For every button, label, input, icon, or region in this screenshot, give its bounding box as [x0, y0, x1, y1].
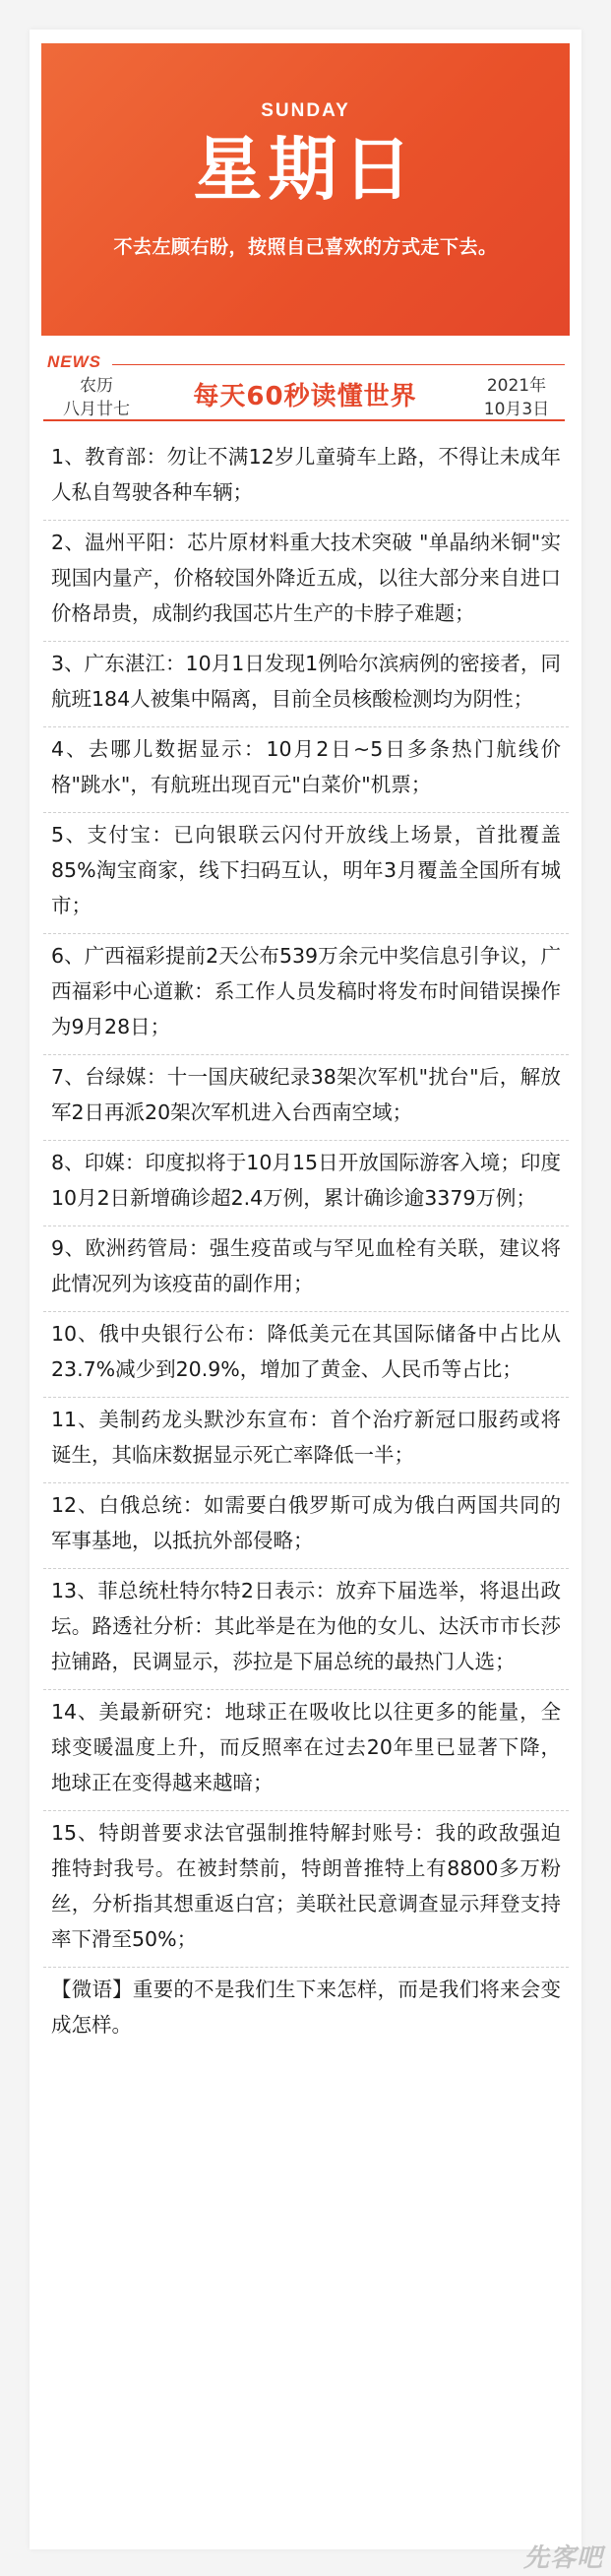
news-list — [43, 435, 569, 2052]
weekday-english: SUNDAY — [261, 100, 350, 121]
news-item: 5、支付宝：已向银联云闪付开放线上场景，首批覆盖85%淘宝商家，线下扫码互认，明年3月覆盖全国所有城市； — [43, 813, 569, 934]
news-item: 15、特朗普要求法官强制推特解封账号：我的政敌强迫推特封我号。在被封禁前，特朗普推特上有8800多万粉丝，分析指其想重返白宫；美联社民意调查显示拜登支持率下滑至50%； — [43, 1811, 569, 1968]
daily-quote: 【微语】重要的不是我们生下来怎样，而是我们将来会变成怎样。 — [51, 1978, 561, 2037]
news-item: 13、菲总统杜特尔特2日表示：放弃下届选举，将退出政坛。路透社分析：其此举是在为他的女儿、达沃市市长莎拉铺路，民调显示，莎拉是下届总统的最热门人选； — [43, 1569, 569, 1690]
gregorian-year: 2021年 — [486, 376, 547, 396]
headline: 每天60秒读懂世界 — [193, 382, 417, 411]
news-item: 12、白俄总统：如需要白俄罗斯可成为俄白两国共同的军事基地，以抵抗外部侵略； — [43, 1483, 569, 1569]
news-item: 11、美制药龙头默沙东宣布：首个治疗新冠口服药或将诞生，其临床数据显示死亡率降低一半； — [43, 1398, 569, 1483]
news-item: 9、欧洲药管局：强生疫苗或与罕见血栓有关联，建议将此情况列为该疫苗的副作用； — [43, 1226, 569, 1312]
news-item: 6、广西福彩提前2天公布539万余元中奖信息引争议，广西福彩中心道歉：系工作人员发稿时将发布时间错误操作为9月28日； — [43, 934, 569, 1055]
news-item: 3、广东湛江：10月1日发现1例哈尔滨病例的密接者，同航班184人被集中隔离，目前全员核酸检测均为阴性； — [43, 642, 569, 727]
news-item: 14、美最新研究：地球正在吸收比以往更多的能量，全球变暖温度上升，而反照率在过去20年里已显著下降，地球正在变得越来越暗； — [43, 1690, 569, 1811]
news-divider — [112, 364, 565, 365]
gregorian-day: 10月3日 — [483, 400, 550, 419]
lunar-day: 八月廿七 — [63, 400, 130, 419]
news-item: 2、温州平阳：芯片原材料重大技术突破 "单晶纳米铜"实现国内量产，价格较国外降近五成，以往大部分来自进口价格昂贵，成制约我国芯片生产的卡脖子难题； — [43, 521, 569, 642]
gregorian-date — [467, 374, 566, 421]
news-item: 7、台绿媒：十一国庆破纪录38架次军机"扰台"后，解放军2日再派20架次军机进入台西南空域； — [43, 1055, 569, 1141]
lunar-date — [57, 374, 136, 421]
news-item: 10、俄中央银行公布：降低美元在其国际储备中占比从23.7%减少到20.9%，增加了黄金、人民币等占比； — [43, 1312, 569, 1398]
news-tag: NEWS — [47, 352, 101, 371]
weekday-chinese: 星期日 — [193, 129, 418, 210]
banner-motto: 不去左顾右盼，按照自己喜欢的方式走下去。 — [113, 236, 498, 258]
site-watermark: 先客吧 — [522, 2544, 603, 2573]
date-banner — [41, 43, 570, 336]
header-divider — [43, 419, 565, 421]
lunar-label: 农历 — [80, 376, 113, 396]
news-item: 8、印媒：印度拟将于10月15日开放国际游客入境；印度10月2日新增确诊超2.4万例，累计确诊逾3379万例； — [43, 1141, 569, 1226]
news-item: 1、教育部：勿让不满12岁儿童骑车上路，不得让未成年人私自驾驶各种车辆； — [43, 435, 569, 521]
news-card — [30, 30, 581, 2549]
news-item: 4、去哪儿数据显示：10月2日~5日多条热门航线价格"跳水"，有航班出现百元"白菜价"机票； — [43, 727, 569, 813]
